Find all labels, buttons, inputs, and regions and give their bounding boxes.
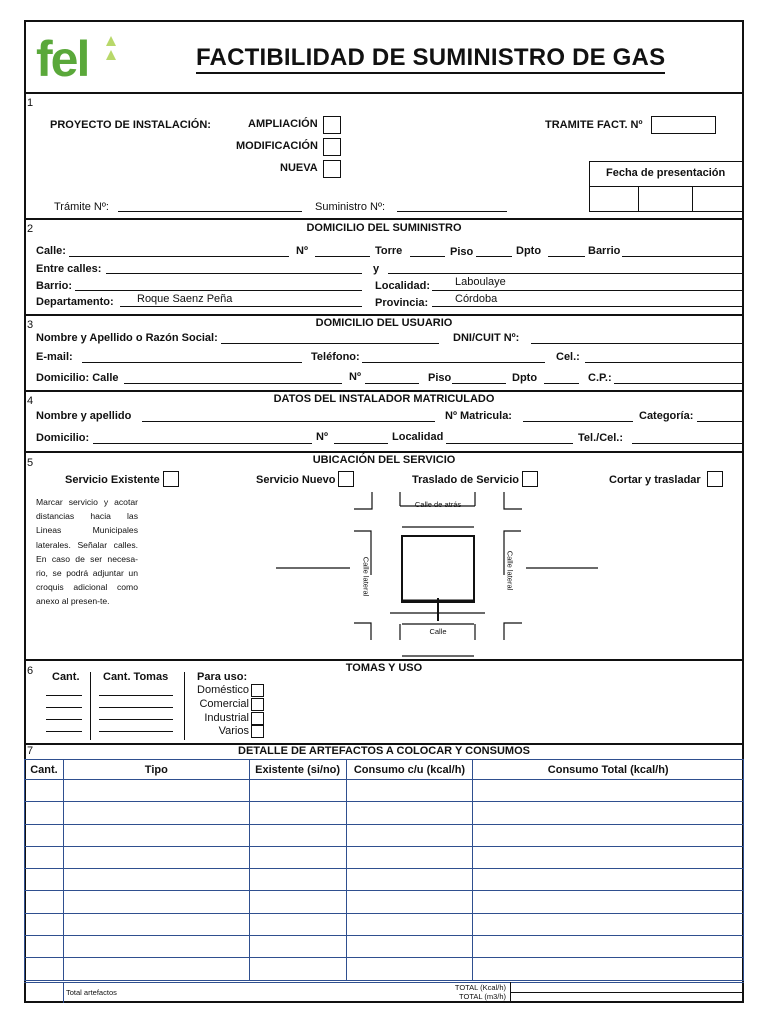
- dni-field[interactable]: [531, 343, 742, 344]
- col-existente-header: Existente (si/no): [249, 760, 346, 780]
- totals-divider: [63, 982, 64, 1003]
- table-cell[interactable]: [249, 891, 346, 913]
- suministro-label: Suministro Nº:: [315, 201, 386, 213]
- table-row: [25, 891, 744, 913]
- table-cell[interactable]: [25, 958, 64, 980]
- barrio2-label: Barrio:: [36, 280, 73, 292]
- table-cell[interactable]: [25, 869, 64, 891]
- piso-field[interactable]: [452, 383, 506, 384]
- tramite-field[interactable]: [118, 211, 302, 212]
- total-kcal-label: TOTAL (Kcal/h): [454, 983, 506, 992]
- localidad-label: Localidad:: [375, 280, 431, 292]
- table-cell[interactable]: [473, 869, 744, 891]
- cel-label: Cel.:: [556, 351, 580, 363]
- provincia-value: Córdoba: [455, 293, 498, 305]
- table-cell[interactable]: [473, 958, 744, 980]
- ampliacion-checkbox[interactable]: [323, 116, 341, 134]
- tel-field[interactable]: [632, 443, 742, 444]
- uso-industrial-label: Industrial: [204, 712, 249, 724]
- cant-label: Cant.: [52, 671, 80, 683]
- fel-logo: [36, 32, 120, 87]
- cant-field[interactable]: [46, 731, 82, 732]
- artefactos-table: [24, 759, 744, 981]
- table-cell[interactable]: [63, 958, 249, 980]
- col-consumo-cu-header: Consumo c/u (kcal/h): [346, 760, 473, 780]
- table-cell[interactable]: [249, 958, 346, 980]
- entre-calles-field-1[interactable]: [106, 273, 362, 274]
- y-label: y: [373, 263, 380, 275]
- barrio2-field[interactable]: [75, 290, 362, 291]
- section-number: 2: [27, 223, 34, 235]
- localidad-value: Laboulaye: [455, 276, 506, 288]
- total-artefactos-label: Total artefactos: [66, 988, 117, 997]
- cortar-checkbox[interactable]: [707, 471, 723, 487]
- cp-label: C.P.:: [588, 372, 612, 384]
- provincia-field[interactable]: [432, 306, 742, 307]
- section-number: 3: [27, 319, 34, 331]
- page-title: FACTIBILIDAD DE SUMINISTRO DE GAS: [196, 44, 665, 74]
- svg-text:fel: fel: [36, 32, 89, 82]
- table-cell[interactable]: [249, 780, 346, 802]
- localidad-field[interactable]: [432, 290, 742, 291]
- calle-lateral-left-label: Calle lateral: [361, 556, 371, 597]
- nueva-label: NUEVA: [280, 162, 318, 174]
- tel-label: Tel./Cel.:: [578, 432, 624, 444]
- email-label: E-mail:: [36, 351, 73, 363]
- section-title: TOMAS Y USO: [345, 662, 423, 674]
- table-cell[interactable]: [25, 913, 64, 935]
- nombre-field[interactable]: [221, 343, 439, 344]
- piso-label: Piso: [450, 246, 474, 258]
- section-title: DETALLE DE ARTEFACTOS A COLOCAR Y CONSUMOS: [238, 745, 530, 757]
- numero-label: Nº: [296, 245, 308, 257]
- section-title: UBICACIÓN DEL SERVICIO: [312, 454, 456, 466]
- cant-field[interactable]: [46, 695, 82, 696]
- section-number: 6: [27, 665, 34, 677]
- table-cell[interactable]: [25, 802, 64, 824]
- numero-label: Nº: [349, 371, 361, 383]
- cant-tomas-field[interactable]: [99, 695, 173, 696]
- col-divider: [184, 672, 185, 740]
- col-cant-header: Cant.: [25, 760, 64, 780]
- col-divider: [90, 672, 91, 740]
- table-cell[interactable]: [25, 824, 64, 846]
- table-row: [25, 869, 744, 891]
- col-tipo-header: Tipo: [63, 760, 249, 780]
- nombre-label: Nombre y Apellido o Razón Social:: [36, 332, 218, 344]
- localidad-label: Localidad: [392, 431, 444, 443]
- instructions-note: Marcar servicio y acotar distancias hacia las Lineas Municipales laterales. Señalar calles. En caso de ser necesa-rio, se podrá adjuntar un croquis adicional como anexo al presen-te.: [36, 497, 138, 607]
- modificacion-label: MODIFICACIÓN: [236, 140, 318, 152]
- table-row: [25, 824, 744, 846]
- torre-field[interactable]: [410, 256, 445, 257]
- table-cell[interactable]: [346, 869, 473, 891]
- departamento-value: Roque Saenz Peña: [137, 293, 233, 305]
- table-cell[interactable]: [473, 846, 744, 868]
- table-cell[interactable]: [63, 891, 249, 913]
- table-cell[interactable]: [473, 824, 744, 846]
- table-cell[interactable]: [249, 936, 346, 958]
- table-cell[interactable]: [249, 913, 346, 935]
- table-row: [25, 913, 744, 935]
- matricula-field[interactable]: [523, 421, 633, 422]
- domicilio-field[interactable]: [124, 383, 342, 384]
- table-cell[interactable]: [473, 913, 744, 935]
- table-cell[interactable]: [473, 936, 744, 958]
- dpto-label: Dpto: [516, 245, 542, 257]
- cant-tomas-label: Cant. Tomas: [103, 671, 169, 683]
- proyecto-label: PROYECTO DE INSTALACIÓN:: [50, 119, 211, 131]
- domicilio-label: Domicilio: Calle: [36, 372, 119, 384]
- dpto-field[interactable]: [548, 256, 585, 257]
- entre-calles-label: Entre calles:: [36, 263, 102, 275]
- table-cell[interactable]: [346, 780, 473, 802]
- numero-field[interactable]: [365, 383, 419, 384]
- piso-field[interactable]: [476, 256, 512, 257]
- calle-field[interactable]: [69, 256, 289, 257]
- cortar-label: Cortar y trasladar: [609, 474, 701, 486]
- suministro-field[interactable]: [397, 211, 507, 212]
- instalador-nombre-field[interactable]: [142, 421, 435, 422]
- instalador-domicilio-field[interactable]: [93, 443, 312, 444]
- email-field[interactable]: [82, 362, 302, 363]
- table-cell[interactable]: [25, 891, 64, 913]
- table-cell[interactable]: [346, 891, 473, 913]
- cant-field[interactable]: [46, 707, 82, 708]
- table-row: [25, 780, 744, 802]
- dpto-label: Dpto: [512, 372, 538, 384]
- calle-front-label: Calle: [429, 627, 447, 636]
- tramite-label: Trámite Nº:: [54, 201, 109, 213]
- col-consumo-total-header: Consumo Total (kcal/h): [473, 760, 744, 780]
- section-title: DOMICILIO DEL SUMINISTRO: [306, 222, 462, 234]
- dpto-field[interactable]: [544, 383, 579, 384]
- categoria-field[interactable]: [697, 421, 742, 422]
- total-kcal-field[interactable]: [512, 983, 742, 992]
- section-number: 1: [27, 97, 34, 109]
- uso-domestico-label: Doméstico: [197, 684, 249, 696]
- table-cell[interactable]: [473, 802, 744, 824]
- numero-field[interactable]: [334, 443, 388, 444]
- fecha-month-field[interactable]: [639, 188, 691, 211]
- fecha-label: Fecha de presentación: [606, 167, 726, 179]
- fecha-divider: [589, 186, 743, 187]
- cant-tomas-field[interactable]: [99, 719, 173, 720]
- calle-label: Calle:: [36, 245, 66, 257]
- divider: [24, 218, 744, 220]
- table-cell[interactable]: [346, 958, 473, 980]
- torre-label: Torre: [375, 245, 403, 257]
- barrio-label: Barrio: [588, 245, 621, 257]
- instalador-domicilio-label: Domicilio:: [36, 432, 90, 444]
- section-number: 4: [27, 395, 34, 407]
- table-row: [25, 958, 744, 980]
- table-cell[interactable]: [249, 846, 346, 868]
- instalador-nombre-label: Nombre y apellido: [36, 410, 132, 422]
- table-cell[interactable]: [25, 780, 64, 802]
- cant-tomas-field[interactable]: [99, 707, 173, 708]
- section-number: 5: [27, 457, 34, 469]
- table-cell[interactable]: [346, 802, 473, 824]
- table-cell[interactable]: [63, 824, 249, 846]
- table-cell[interactable]: [249, 824, 346, 846]
- table-header-row: [25, 760, 744, 780]
- section-title: DATOS DEL INSTALADOR MATRICULADO: [273, 393, 495, 405]
- localidad-field[interactable]: [446, 443, 573, 444]
- total-m3-field[interactable]: [512, 993, 742, 1002]
- matricula-label: Nº Matricula:: [445, 410, 512, 422]
- table-cell[interactable]: [346, 936, 473, 958]
- table-cell[interactable]: [249, 802, 346, 824]
- calle-lateral-right-label: Calle lateral: [505, 550, 515, 591]
- table-cell[interactable]: [63, 869, 249, 891]
- categoria-label: Categoría:: [639, 410, 694, 422]
- departamento-label: Departamento:: [36, 296, 114, 308]
- traslado-label: Traslado de Servicio: [412, 474, 519, 486]
- table-cell[interactable]: [346, 824, 473, 846]
- departamento-field[interactable]: [120, 306, 362, 307]
- uso-comercial-label: Comercial: [199, 698, 249, 710]
- total-m3-label: TOTAL (m3/h): [459, 992, 506, 1001]
- fecha-day-field[interactable]: [590, 188, 637, 211]
- cant-field[interactable]: [46, 719, 82, 720]
- uso-comercial-checkbox[interactable]: [251, 698, 264, 711]
- table-cell[interactable]: [25, 936, 64, 958]
- servicio-nuevo-label: Servicio Nuevo: [256, 474, 336, 486]
- divider: [24, 390, 744, 392]
- dni-label: DNI/CUIT Nº:: [453, 332, 520, 344]
- divider: [24, 92, 744, 94]
- piso-label: Piso: [428, 372, 452, 384]
- telefono-label: Teléfono:: [311, 351, 360, 363]
- telefono-field[interactable]: [362, 362, 545, 363]
- provincia-label: Provincia:: [375, 297, 429, 309]
- divider: [24, 659, 744, 661]
- para-uso-label: Para uso:: [197, 671, 248, 683]
- table-row: [25, 936, 744, 958]
- entre-calles-field-2[interactable]: [388, 273, 742, 274]
- numero-field[interactable]: [315, 256, 370, 257]
- table-cell[interactable]: [63, 913, 249, 935]
- barrio-field[interactable]: [622, 256, 742, 257]
- servicio-existente-checkbox[interactable]: [163, 471, 179, 487]
- tramite-fact-field[interactable]: [651, 116, 716, 134]
- fecha-year-field[interactable]: [693, 188, 742, 211]
- table-cell[interactable]: [346, 913, 473, 935]
- table-cell[interactable]: [473, 780, 744, 802]
- calle-atras-label: Calle de atrás: [414, 500, 462, 509]
- table-cell[interactable]: [473, 891, 744, 913]
- divider: [24, 314, 744, 316]
- divider: [24, 451, 744, 453]
- section-title: DOMICILIO DEL USUARIO: [315, 317, 453, 329]
- table-cell[interactable]: [249, 869, 346, 891]
- section-number: 7: [27, 745, 34, 757]
- table-cell[interactable]: [63, 780, 249, 802]
- nueva-checkbox[interactable]: [323, 160, 341, 178]
- uso-domestico-checkbox[interactable]: [251, 684, 264, 697]
- servicio-existente-label: Servicio Existente: [65, 474, 160, 486]
- table-cell[interactable]: [25, 846, 64, 868]
- table-row: [25, 802, 744, 824]
- servicio-nuevo-checkbox[interactable]: [338, 471, 354, 487]
- table-cell[interactable]: [346, 846, 473, 868]
- table-cell[interactable]: [63, 936, 249, 958]
- tramite-fact-label: TRAMITE FACT. Nº: [545, 119, 643, 131]
- table-cell[interactable]: [63, 846, 249, 868]
- uso-industrial-checkbox[interactable]: [251, 712, 264, 725]
- cp-field[interactable]: [614, 383, 742, 384]
- cel-field[interactable]: [585, 362, 742, 363]
- ampliacion-label: AMPLIACIÓN: [248, 118, 318, 130]
- traslado-checkbox[interactable]: [522, 471, 538, 487]
- modificacion-checkbox[interactable]: [323, 138, 341, 156]
- table-cell[interactable]: [63, 802, 249, 824]
- table-row: [25, 846, 744, 868]
- uso-varios-label: Varios: [218, 725, 249, 737]
- numero-label: Nº: [316, 431, 328, 443]
- cant-tomas-field[interactable]: [99, 731, 173, 732]
- uso-varios-checkbox[interactable]: [251, 725, 264, 738]
